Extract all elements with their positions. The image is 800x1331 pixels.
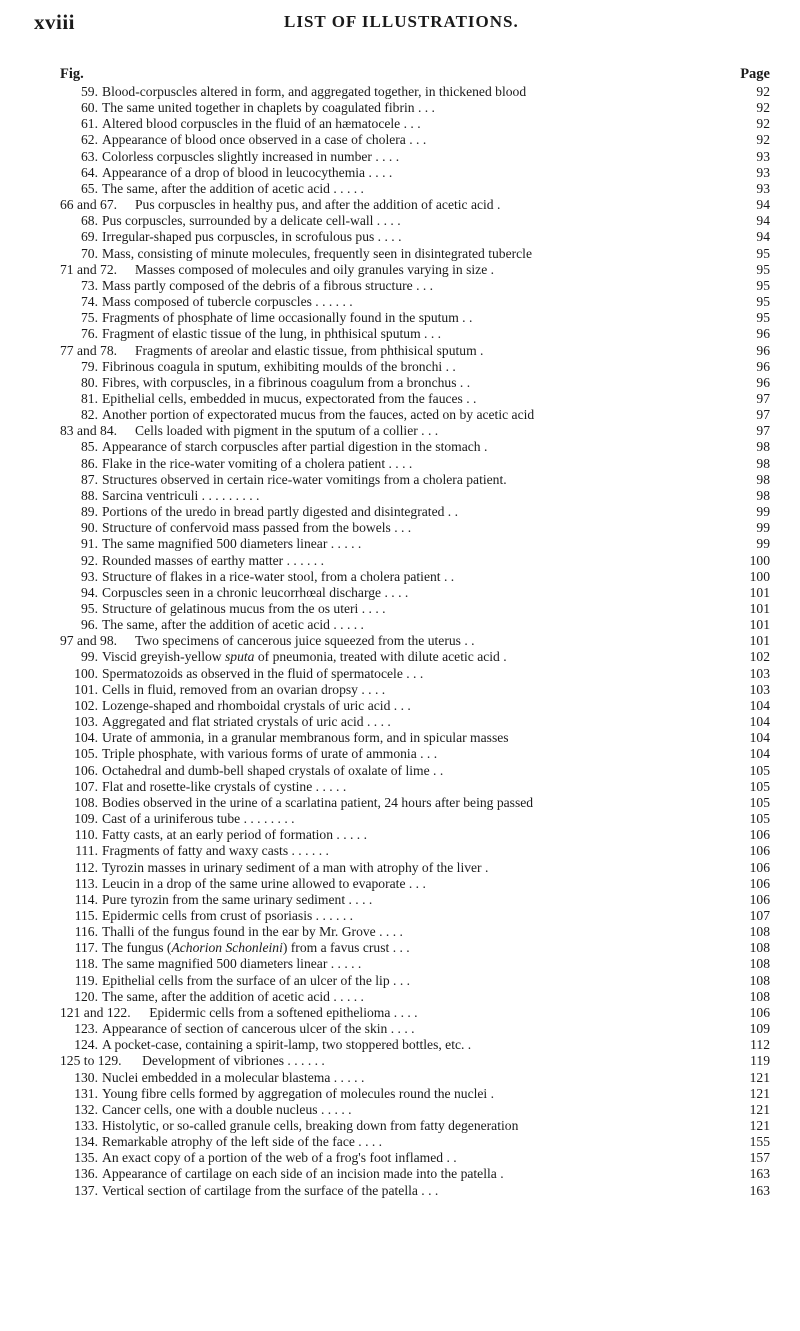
- figure-caption: Appearance of cartilage on each side of an incision made into the patella .: [102, 1166, 504, 1182]
- illustrations-list: [0, 84, 800, 1199]
- figure-caption: Structure of flakes in a rice-water stool, from a cholera patient . .: [102, 568, 455, 584]
- figure-caption: Remarkable atrophy of the left side of the face . . . .: [102, 1134, 383, 1150]
- figure-number: 73.: [81, 277, 98, 293]
- page-reference: 163: [749, 1166, 770, 1182]
- list-item: [0, 278, 800, 294]
- figure-number: 114.: [74, 891, 98, 907]
- figure-caption: Histolytic, or so-called granule cells, breaking down from fatty degeneration: [102, 1118, 519, 1133]
- figure-number: 66 and 67.: [60, 197, 118, 213]
- page-reference: 157: [749, 1150, 770, 1166]
- figure-caption: Mass composed of tubercle corpuscles . . . . . .: [102, 294, 353, 310]
- figure-caption: The same, after the addition of acetic acid . . . . .: [102, 617, 364, 633]
- list-item: [0, 181, 800, 197]
- list-item: [0, 569, 800, 585]
- figure-number: 86.: [81, 455, 98, 471]
- figure-caption: Cancer cells, one with a double nucleus . . . . .: [102, 1101, 352, 1117]
- page-reference: 104: [749, 746, 770, 762]
- figure-number: 123.: [74, 1021, 98, 1037]
- figure-number: 134.: [74, 1134, 98, 1150]
- figure-number: 125 to 129.: [60, 1053, 122, 1069]
- list-item: [0, 585, 800, 601]
- figure-caption: Tyrozin masses in urinary sediment of a man with atrophy of the liver .: [102, 859, 489, 875]
- list-item: [0, 132, 800, 148]
- figure-caption: The same, after the addition of acetic acid . . . . .: [102, 180, 364, 196]
- figure-caption: Appearance of section of cancerous ulcer of the skin . . . .: [102, 1021, 415, 1037]
- figure-number: 110.: [74, 827, 98, 843]
- figure-caption: Two specimens of cancerous juice squeezed from the uterus . .: [135, 633, 475, 649]
- figure-number: 115.: [74, 907, 98, 923]
- caption-text: The fungus (: [102, 940, 172, 956]
- list-item: [0, 262, 800, 278]
- figure-number: 81.: [81, 390, 98, 406]
- figure-caption: Cells in fluid, removed from an ovarian dropsy . . . .: [102, 681, 386, 697]
- list-item: [0, 407, 800, 423]
- figure-caption: [102, 649, 728, 665]
- figure-number: 96.: [81, 617, 98, 633]
- figure-number: 92.: [81, 552, 98, 568]
- figure-number: 113.: [74, 875, 98, 891]
- page-reference: 93: [756, 180, 770, 196]
- figure-caption: Structures observed in certain rice-water vomitings from a cholera patient.: [102, 471, 507, 487]
- list-item: [0, 229, 800, 245]
- page-reference: 95: [756, 261, 770, 277]
- figure-number: 87.: [81, 471, 98, 487]
- page-reference: 104: [749, 714, 770, 730]
- figure-number: 117.: [74, 940, 98, 956]
- column-headings: [60, 66, 770, 84]
- page-reference: 92: [756, 116, 770, 132]
- figure-number: 80.: [81, 374, 98, 390]
- caption-italic-text: Achorion Schonleini: [171, 940, 283, 956]
- figure-caption: Altered blood corpuscles in the fluid of an hæmatocele . . .: [102, 116, 421, 132]
- page-title: LIST OF ILLUSTRATIONS.: [284, 12, 519, 31]
- page-reference: 103: [749, 665, 770, 681]
- page-reference: 92: [756, 84, 770, 99]
- page-reference: 105: [749, 762, 770, 778]
- list-item: [0, 940, 800, 956]
- page-reference: 93: [756, 164, 770, 180]
- list-item: [0, 375, 800, 391]
- figure-caption: Pus corpuscles in healthy pus, and after the addition of acetic acid .: [135, 197, 501, 213]
- figure-number: 101.: [74, 681, 98, 697]
- page-reference: 108: [749, 972, 770, 988]
- figure-caption: The same magnified 500 diameters linear . . . . .: [102, 956, 362, 972]
- figure-caption: Fatty casts, at an early period of formation . . . . .: [102, 827, 368, 843]
- figure-caption: The same, after the addition of acetic acid . . . . .: [102, 988, 364, 1004]
- list-item: [0, 1053, 800, 1069]
- figure-number: 105.: [74, 746, 98, 762]
- figure-number: 74.: [81, 294, 98, 310]
- figure-number: 88.: [81, 487, 98, 503]
- list-item: [0, 811, 800, 827]
- figure-caption: Appearance of blood once observed in a case of cholera . . .: [102, 132, 427, 148]
- list-item: [0, 795, 800, 811]
- figure-caption: Structure of gelatinous mucus from the os uteri . . . .: [102, 601, 386, 616]
- page-column-heading: Page: [740, 66, 770, 82]
- caption-text: of pneumonia, treated with dilute acetic acid .: [254, 649, 507, 665]
- figure-caption: An exact copy of a portion of the web of a frog's foot inflamed . .: [102, 1150, 457, 1166]
- page-reference: 96: [756, 326, 770, 342]
- figure-caption: Epidermic cells from crust of psoriasis . . . . . .: [102, 907, 354, 923]
- list-item: [0, 1134, 800, 1150]
- list-item: [0, 165, 800, 181]
- figure-number: 61.: [81, 116, 98, 132]
- page-reference: 104: [749, 697, 770, 713]
- list-item: [0, 1086, 800, 1102]
- figure-number: 59.: [81, 84, 98, 99]
- figure-caption: Appearance of starch corpuscles after partial digestion in the stomach .: [102, 439, 488, 455]
- figure-caption: Epidermic cells from a softened epithelioma . . . .: [149, 1004, 418, 1020]
- figure-caption: Another portion of expectorated mucus from the fauces, acted on by acetic acid: [102, 407, 535, 423]
- list-item: [0, 84, 800, 100]
- list-item: [0, 649, 800, 665]
- figure-number: 124.: [74, 1037, 98, 1053]
- page-reference: 98: [756, 455, 770, 471]
- list-item: [0, 827, 800, 843]
- page-reference: 95: [756, 277, 770, 293]
- page-reference: 101: [749, 601, 770, 616]
- page-reference: 99: [756, 520, 770, 536]
- list-item: [0, 553, 800, 569]
- list-item: [0, 100, 800, 116]
- list-item: [0, 601, 800, 617]
- page-reference: 104: [749, 730, 770, 746]
- figure-number: 69.: [81, 229, 98, 245]
- page-reference: 108: [749, 924, 770, 940]
- figure-caption: Triple phosphate, with various forms of urate of ammonia . . .: [102, 746, 438, 762]
- list-item: [0, 1118, 800, 1134]
- list-item: [0, 714, 800, 730]
- figure-number: 65.: [81, 180, 98, 196]
- page-reference: 106: [749, 859, 770, 875]
- page-reference: 105: [749, 794, 770, 810]
- list-item: [0, 763, 800, 779]
- figure-number: 109.: [74, 811, 98, 827]
- figure-number: 83 and 84.: [60, 423, 118, 439]
- page-reference: 100: [749, 552, 770, 568]
- figure-caption: The same magnified 500 diameters linear . . . . .: [102, 536, 362, 552]
- list-item: [0, 617, 800, 633]
- figure-number: 94.: [81, 584, 98, 600]
- list-item: [0, 504, 800, 520]
- figure-caption: Appearance of a drop of blood in leucocythemia . . . .: [102, 164, 393, 180]
- figure-caption: Fibres, with corpuscles, in a fibrinous coagulum from a bronchus . .: [102, 374, 471, 390]
- figure-caption: Mass partly composed of the debris of a fibrous structure . . .: [102, 277, 434, 293]
- list-item: [0, 536, 800, 552]
- figure-number: 137.: [74, 1182, 98, 1198]
- page-reference: 119: [750, 1053, 770, 1069]
- figure-number: 70.: [81, 245, 98, 261]
- list-item: [0, 892, 800, 908]
- figure-caption: Nuclei embedded in a molecular blastema . . . . .: [102, 1069, 365, 1085]
- list-item: [0, 456, 800, 472]
- figure-number: 71 and 72.: [60, 261, 118, 277]
- figure-number: 136.: [74, 1166, 98, 1182]
- list-item: [0, 1037, 800, 1053]
- list-item: [0, 908, 800, 924]
- list-item: [0, 843, 800, 859]
- figure-number: 60.: [81, 100, 98, 116]
- page-reference: 108: [749, 988, 770, 1004]
- figure-caption: Bodies observed in the urine of a scarlatina patient, 24 hours after being passed: [102, 794, 534, 810]
- list-item: [0, 746, 800, 762]
- list-item: [0, 1005, 800, 1021]
- page-reference: 121: [749, 1069, 770, 1085]
- figure-caption: Portions of the uredo in bread partly digested and disintegrated . .: [102, 504, 458, 520]
- list-item: [0, 326, 800, 342]
- page-reference: 97: [756, 390, 770, 406]
- figure-number: 132.: [74, 1101, 98, 1117]
- list-item: [0, 116, 800, 132]
- page-reference: 108: [749, 956, 770, 972]
- page-reference: 106: [749, 875, 770, 891]
- page-reference: 94: [756, 213, 770, 229]
- figure-number: 112.: [74, 859, 98, 875]
- page-reference: 121: [749, 1085, 770, 1101]
- page-reference: 107: [749, 907, 770, 923]
- list-item: [0, 876, 800, 892]
- figure-caption: Pus corpuscles, surrounded by a delicate cell-wall . . . .: [102, 213, 401, 229]
- figure-number: 111.: [75, 843, 98, 859]
- list-item: [0, 213, 800, 229]
- figure-number: 121 and 122.: [60, 1004, 131, 1020]
- page-reference: 95: [756, 310, 770, 326]
- list-item: [0, 1070, 800, 1086]
- figure-caption: Blood-corpuscles altered in form, and aggregated together, in thickened blood: [102, 84, 527, 99]
- page-reference: 101: [749, 617, 770, 633]
- caption-text: ) from a favus crust . . .: [282, 940, 410, 956]
- page-reference: 93: [756, 148, 770, 164]
- page-reference: 100: [749, 568, 770, 584]
- page-reference: 99: [756, 504, 770, 520]
- figure-number: 68.: [81, 213, 98, 229]
- figure-caption: Octahedral and dumb-bell shaped crystals of oxalate of lime . .: [102, 762, 444, 778]
- figure-number: 76.: [81, 326, 98, 342]
- figure-caption: Flat and rosette-like crystals of cystine . . . . .: [102, 778, 347, 794]
- list-item: [0, 423, 800, 439]
- figure-number: 63.: [81, 148, 98, 164]
- figure-caption: Fragments of areolar and elastic tissue, from phthisical sputum .: [135, 342, 484, 358]
- figure-caption: Flake in the rice-water vomiting of a cholera patient . . . .: [102, 455, 413, 471]
- list-item: [0, 294, 800, 310]
- figure-caption: Lozenge-shaped and rhomboidal crystals of uric acid . . .: [102, 697, 411, 713]
- page-reference: 98: [756, 471, 770, 487]
- figure-caption: Cast of a uriniferous tube . . . . . . . .: [102, 811, 295, 827]
- page-reference: 163: [749, 1182, 770, 1198]
- figure-caption: The same united together in chaplets by coagulated fibrin . . .: [102, 100, 435, 116]
- list-item: [0, 149, 800, 165]
- page-reference: 121: [749, 1118, 770, 1133]
- list-item: [0, 310, 800, 326]
- figure-number: 93.: [81, 568, 98, 584]
- figure-number: 85.: [81, 439, 98, 455]
- list-item: [0, 520, 800, 536]
- figure-number: 131.: [74, 1085, 98, 1101]
- list-item: [0, 682, 800, 698]
- figure-caption: Aggregated and flat striated crystals of uric acid . . . .: [102, 714, 391, 730]
- list-item: [0, 488, 800, 504]
- page-reference: 106: [749, 891, 770, 907]
- caption-text: Viscid greyish-yellow: [102, 649, 226, 665]
- list-item: [0, 359, 800, 375]
- page-reference: 155: [749, 1134, 770, 1150]
- page-reference: 121: [749, 1101, 770, 1117]
- figure-number: 97 and 98.: [60, 633, 118, 649]
- list-item: [0, 1183, 800, 1199]
- page-reference: 108: [749, 940, 770, 956]
- figure-number: 99.: [81, 649, 98, 665]
- list-item: [0, 973, 800, 989]
- figure-caption: A pocket-case, containing a spirit-lamp, two stoppered bottles, etc. .: [102, 1037, 472, 1053]
- page-reference: 97: [756, 423, 770, 439]
- figure-caption: Spermatozoids as observed in the fluid of spermatocele . . .: [102, 665, 424, 681]
- page-reference: 97: [756, 407, 770, 423]
- page-reference: 98: [756, 487, 770, 503]
- figure-caption: Colorless corpuscles slightly increased in number . . . .: [102, 148, 400, 164]
- list-item: [0, 989, 800, 1005]
- figure-number: 133.: [74, 1118, 98, 1133]
- figure-caption: Leucin in a drop of the same urine allowed to evaporate . . .: [102, 875, 426, 891]
- page-reference: 99: [756, 536, 770, 552]
- list-item: [0, 343, 800, 359]
- list-item: [0, 633, 800, 649]
- figure-number: 119.: [74, 972, 98, 988]
- figure-number: 104.: [74, 730, 98, 746]
- figure-caption: Irregular-shaped pus corpuscles, in scrofulous pus . . . .: [102, 229, 402, 245]
- figure-caption: Rounded masses of earthy matter . . . . . .: [102, 552, 324, 568]
- page-reference: 112: [750, 1037, 770, 1053]
- page-reference: 95: [756, 245, 770, 261]
- figure-number: 108.: [74, 794, 98, 810]
- list-item: [0, 1021, 800, 1037]
- list-item: [0, 779, 800, 795]
- page-reference: 92: [756, 132, 770, 148]
- list-item: [0, 1166, 800, 1182]
- figure-number: 116.: [74, 924, 98, 940]
- page-reference: 101: [749, 633, 770, 649]
- figure-caption: Fibrinous coagula in sputum, exhibiting moulds of the bronchi . .: [102, 358, 456, 374]
- figure-caption: Fragment of elastic tissue of the lung, in phthisical sputum . . .: [102, 326, 442, 342]
- figure-number: 107.: [74, 778, 98, 794]
- page-reference: 105: [749, 778, 770, 794]
- list-item: [0, 924, 800, 940]
- page-reference: 94: [756, 229, 770, 245]
- figure-number: 106.: [74, 762, 98, 778]
- page-reference: 101: [749, 584, 770, 600]
- list-item: [0, 730, 800, 746]
- page-reference: 98: [756, 439, 770, 455]
- page-reference: 96: [756, 358, 770, 374]
- figure-number: 90.: [81, 520, 98, 536]
- list-item: [0, 1150, 800, 1166]
- page-reference: 94: [756, 197, 770, 213]
- figure-caption: Pure tyrozin from the same urinary sediment . . . .: [102, 891, 373, 907]
- page-reference: 105: [749, 811, 770, 827]
- figure-number: 91.: [81, 536, 98, 552]
- figure-caption: Fragments of phosphate of lime occasionally found in the sputum . .: [102, 310, 473, 326]
- list-item: [0, 666, 800, 682]
- figure-caption: [102, 940, 728, 956]
- page-reference: 103: [749, 681, 770, 697]
- figure-caption: Young fibre cells formed by aggregation of molecules round the nuclei .: [102, 1085, 494, 1101]
- figure-number: 118.: [74, 956, 98, 972]
- page-reference: 106: [749, 843, 770, 859]
- figure-number: 95.: [81, 601, 98, 616]
- page-reference: 95: [756, 294, 770, 310]
- figure-number: 100.: [74, 665, 98, 681]
- figure-number: 64.: [81, 164, 98, 180]
- figure-caption: Epithelial cells from the surface of an ulcer of the lip . . .: [102, 972, 411, 988]
- figure-caption: Thalli of the fungus found in the ear by Mr. Grove . . . .: [102, 924, 403, 940]
- list-item: [0, 246, 800, 262]
- list-item: [0, 439, 800, 455]
- figure-caption: Vertical section of cartilage from the surface of the patella . . .: [102, 1182, 439, 1198]
- list-item: [0, 956, 800, 972]
- figure-caption: Fragments of fatty and waxy casts . . . . . .: [102, 843, 329, 859]
- list-item: [0, 860, 800, 876]
- page-reference: 92: [756, 100, 770, 116]
- figure-number: 79.: [81, 358, 98, 374]
- figure-caption: Cells loaded with pigment in the sputum of a collier . . .: [135, 423, 439, 439]
- figure-caption: Development of vibriones . . . . . .: [142, 1053, 325, 1069]
- page-reference: 106: [749, 1004, 770, 1020]
- figure-number: 102.: [74, 697, 98, 713]
- caption-italic-text: sputa: [225, 649, 255, 665]
- figure-number: 77 and 78.: [60, 342, 118, 358]
- list-item: [0, 472, 800, 488]
- page-reference: 106: [749, 827, 770, 843]
- figure-number: 135.: [74, 1150, 98, 1166]
- page-header: [34, 10, 774, 32]
- fig-column-heading: Fig.: [60, 66, 84, 82]
- figure-caption: Masses composed of molecules and oily granules varying in size .: [135, 261, 495, 277]
- list-item: [0, 391, 800, 407]
- figure-number: 89.: [81, 504, 98, 520]
- figure-caption: Sarcina ventriculi . . . . . . . . .: [102, 487, 260, 503]
- page-number: xviii: [34, 10, 76, 34]
- figure-caption: Epithelial cells, embedded in mucus, expectorated from the fauces . .: [102, 390, 477, 406]
- figure-caption: Structure of confervoid mass passed from the bowels . . .: [102, 520, 412, 536]
- list-item: [0, 698, 800, 714]
- figure-number: 103.: [74, 714, 98, 730]
- page-reference: 96: [756, 374, 770, 390]
- figure-number: 130.: [74, 1069, 98, 1085]
- figure-number: 120.: [74, 988, 98, 1004]
- list-item: [0, 1102, 800, 1118]
- figure-caption: Corpuscles seen in a chronic leucorrhœal discharge . . . .: [102, 584, 409, 600]
- list-item: [0, 197, 800, 213]
- page-reference: 109: [749, 1021, 770, 1037]
- figure-caption: Urate of ammonia, in a granular membranous form, and in spicular masses: [102, 730, 509, 746]
- figure-number: 82.: [81, 407, 98, 423]
- page-reference: 102: [749, 649, 770, 665]
- figure-number: 62.: [81, 132, 98, 148]
- page-reference: 96: [756, 342, 770, 358]
- figure-number: 75.: [81, 310, 98, 326]
- figure-caption: Mass, consisting of minute molecules, frequently seen in disintegrated tubercle: [102, 245, 532, 261]
